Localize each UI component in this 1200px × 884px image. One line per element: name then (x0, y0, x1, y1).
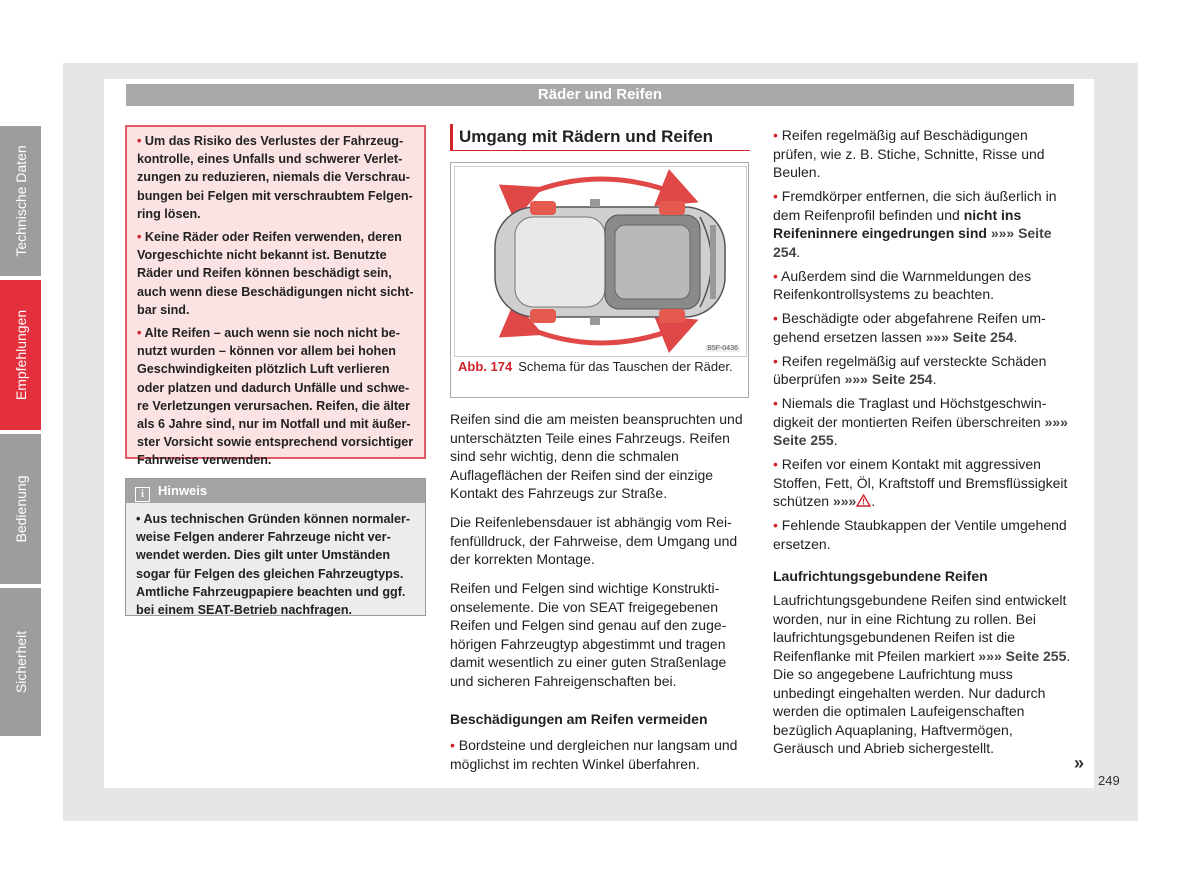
reference-arrows: »»» (1044, 413, 1068, 430)
bullet-icon: • (137, 326, 145, 341)
subheading: Beschädigungen am Reifen vermeiden (450, 711, 708, 727)
list-item: • Reifen regelmäßig auf Beschädigungen prüfen, wie z. B. Stiche, Schnitte, Risse und Beulen. (773, 127, 1045, 180)
tab-empfehlungen[interactable]: Empfehlungen (0, 280, 41, 430)
hint-box (125, 478, 426, 616)
page-reference-link[interactable]: Seite 255 (773, 432, 834, 448)
page-reference-link[interactable]: Seite 254 (871, 371, 933, 387)
bullet-icon: • (137, 230, 145, 245)
tire-rear-left (659, 201, 685, 215)
body-paragraph: Laufrichtungsgebundene Reifen sind entwickelt worden, nur in eine Richtung zu rollen. Bei laufrichtungsgebundenen Reifen ist die Reifenflanke mit Pfeilen markiert »»» Seite 255. Die so angegebene Laufrichtung muss unbedingt eingehalten werden. Nur dadurch werden die optimalen Laufeigenschaften bezüglich Aquaplaning, Haftvermögen, Geräusch und Abrieb sichergestellt. (773, 592, 1071, 756)
tire-front-right (530, 309, 556, 323)
rotation-arrow (525, 179, 680, 195)
list-item: • Niemals die Traglast und Höchstgeschwindigkeit der montierten Reifen überschreiten »»» Seite 255. (773, 395, 1068, 448)
warning-item: • Keine Räder oder Reifen verwenden, deren Vorgeschichte nicht bekannt ist. Benutzte Räder und Reifen können beschädigt sein, auch wenn diese Beschädigungen nicht sichtbar sind. (137, 230, 414, 317)
list-item: • Reifen vor einem Kontakt mit aggressiven Stoffen, Fett, Öl, Kraftstoff und Bremsflüssigkeit schützen »»» . (773, 456, 1068, 509)
tab-bedienung[interactable]: Bedienung (0, 434, 41, 584)
list-item: • Außerdem sind die Warnmeldungen des Reifenkontrollsystems zu beachten. (773, 267, 1032, 302)
rotation-arrow (525, 327, 680, 343)
section-title-accent (450, 124, 453, 150)
body-paragraph: Reifen und Felgen sind wichtige Konstruktionselemente. Die von SEAT freigegebenen Reifen und Felgen sind genau auf den zugehörigen Fahrzeugtyp abgestimmt und tragen damit wesentlich zu einer guten Straßenlage und sicheren Fahreigenschaften bei. (450, 580, 727, 689)
hint-header (126, 479, 425, 503)
figure-box (450, 162, 749, 398)
info-icon: i (135, 487, 150, 502)
car-top-view-svg (455, 167, 746, 356)
figure-code: B5F-0436 (707, 345, 738, 352)
page-reference-link[interactable]: Seite 255 (1005, 647, 1067, 664)
page-number: 249 (1098, 773, 1120, 788)
figure-label: Abb. 174 (458, 359, 513, 374)
list-item: • Bordsteine und dergleichen nur langsam und möglichst im rechten Winkel überfahren. (450, 737, 738, 772)
warning-box (125, 125, 426, 468)
continue-icon: » (1074, 753, 1085, 773)
tire-front-left (530, 201, 556, 215)
tire-rotation-diagram (454, 166, 747, 357)
list-item: • Beschädigte oder abgefahrene Reifen umgehend ersetzen lassen »»» Seite 254. (773, 310, 1046, 345)
reference-arrows: »»» (832, 493, 857, 509)
tire-rear-right (659, 309, 685, 323)
bullet-icon: • (450, 737, 459, 753)
reference-arrows: »»» (978, 647, 1002, 664)
body-paragraph: Reifen sind die am meisten beanspruchten und unterschätzten Teile eines Fahrzeugs. Reifen sind sehr wichtig, denn die schmalen Auflageflächen der Reifen sind der einzige Kontakt des Fahrzeugs zur Straße. (450, 411, 743, 501)
tab-sicherheit[interactable]: Sicherheit (0, 588, 41, 736)
hint-text: • Aus technischen Gründen können normalerweise Felgen anderer Fahrzeuge nicht verwendet werden. Dies gilt unter Umständen sogar für Felgen des gleichen Fahrzeugtyps. Amtliche Fahrzeugpapiere beachten und ggf. bei einem SEAT-Betrieb nachfragen. (136, 512, 411, 618)
section-title: Umgang mit Rädern und Reifen (450, 124, 750, 151)
list-item: • Fehlende Staubkappen der Ventile umgehend ersetzen. (773, 517, 1067, 552)
warning-triangle-icon (856, 494, 871, 507)
list-item: • Reifen regelmäßig auf versteckte Schäden überprüfen »»» Seite 254. (773, 352, 1047, 387)
bullet-icon: • (137, 134, 145, 148)
page-reference-link[interactable]: Seite 254 (952, 328, 1014, 345)
page-reference-link[interactable]: Seite 254 (773, 225, 1052, 260)
right-column (773, 126, 1073, 763)
body-paragraph: Die Reifenlebensdauer ist abhängig vom Reifenfülldruck, der Fahrweise, dem Umgang und der korrekten Montage. (450, 514, 738, 567)
warning-item: • Um das Risiko des Verlustes der Fahrzeugkontrolle, eines Unfalls und schwerer Verletzungen zu reduzieren, niemals die Verschraubungen bei Felgen mit verschraubtem Felgenring lösen. (137, 134, 413, 221)
subheading: Laufrichtungsgebundene Reifen (773, 568, 988, 584)
reference-arrows: »»» (925, 328, 949, 345)
hint-title: Hinweis (158, 483, 208, 498)
chapter-title: Räder und Reifen (126, 84, 1074, 106)
figure-caption: Abb. 174 Schema für das Tauschen der Räder. (458, 359, 733, 374)
warning-item: • Alte Reifen – auch wenn sie noch nicht benutzt wurden – können vor allem bei hohen Geschwindigkeiten plötzlich Luft verlieren oder platzen und dadurch Unfälle und schwere Verletzungen verursachen. Reifen, die älter als 6 Jahre sind, nur im Notfall und mit äußerster Vorsicht sowie entsprechend vorsichtiger Fahrweise verwenden. (137, 326, 414, 468)
reference-arrows: »»» (844, 371, 868, 387)
reference-arrows: »»» (990, 225, 1015, 241)
list-item: • Fremdkörper entfernen, die sich äußerlich in dem Reifenprofil befinden und nicht ins Reifeninnere eingedrungen sind »»» Seite 254. (773, 188, 1057, 260)
tab-technische-daten[interactable]: Technische Daten (0, 126, 41, 276)
